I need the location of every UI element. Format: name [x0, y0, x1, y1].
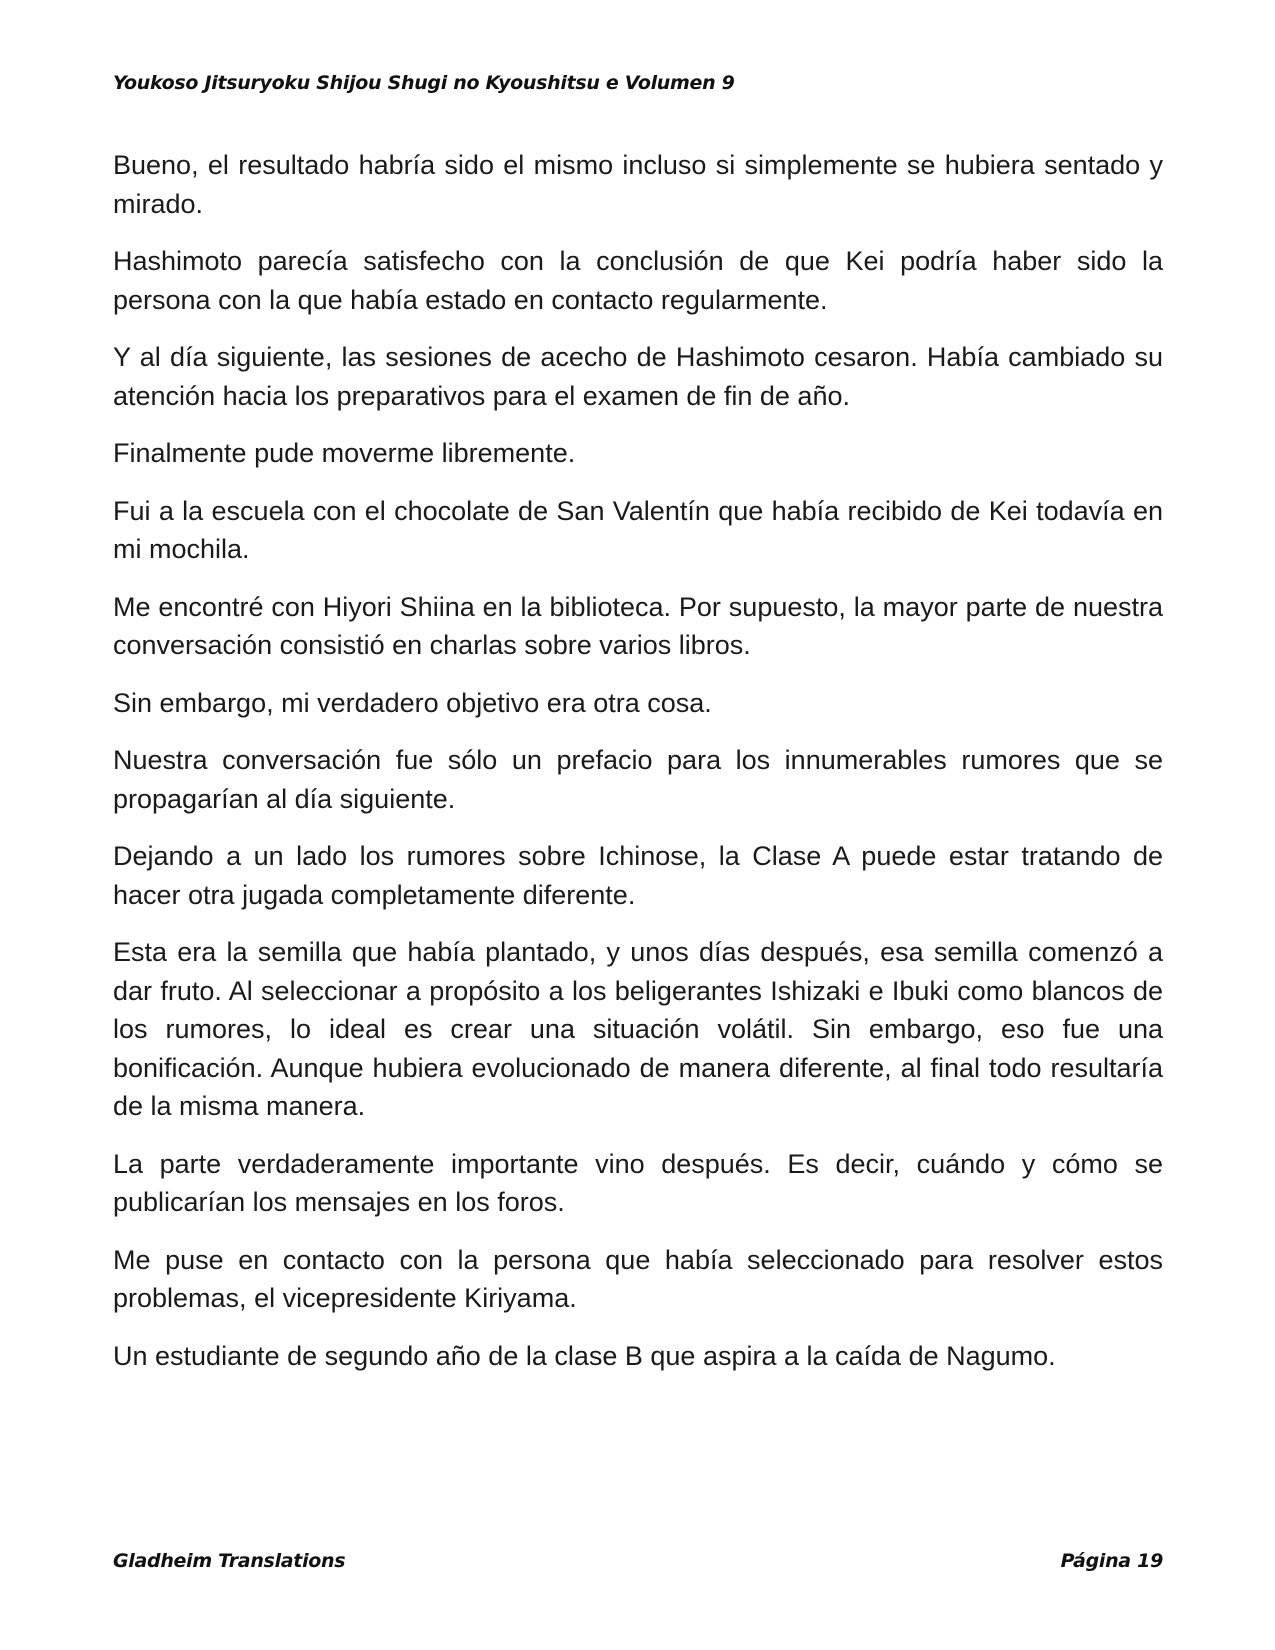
paragraph: La parte verdaderamente importante vino después. Es decir, cuándo y cómo se publicarían los mensajes en los foros.: [113, 1148, 1163, 1217]
page-number: Página 19: [1060, 1550, 1163, 1572]
paragraph: Fui a la escuela con el chocolate de San Valentín que había recibido de Kei todavía en mi mochila.: [113, 495, 1163, 564]
paragraph: Dejando a un lado los rumores sobre Ichinose, la Clase A puede estar tratando de hacer otra jugada completamente diferente.: [113, 841, 1163, 910]
running-footer: [113, 1550, 1163, 1572]
paragraph: Esta era la semilla que había plantado, y unos días después, esa semilla comenzó a dar fruto. Al seleccionar a propósito a los beligerantes Ishizaki e Ibuki como blancos de los rumores, lo ideal es crear una situación volátil. Sin embargo, eso fue una bonificación. Aunque hubiera evolucionado de manera diferente, al final todo resultaría de la misma manera.: [113, 937, 1163, 1121]
paragraph: Nuestra conversación fue sólo un prefacio para los innumerables rumores que se propagarían al día siguiente.: [113, 745, 1163, 814]
footer-translator-credit: Gladheim Translations: [113, 1550, 346, 1572]
body-text: [113, 146, 1163, 1394]
paragraph: Me encontré con Hiyori Shiina en la biblioteca. Por supuesto, la mayor parte de nuestra conversación consistió en charlas sobre varios libros.: [113, 591, 1163, 660]
paragraph: Me puse en contacto con la persona que había seleccionado para resolver estos problemas, el vicepresidente Kiriyama.: [113, 1244, 1163, 1313]
paragraph: Sin embargo, mi verdadero objetivo era otra cosa.: [113, 687, 712, 718]
running-header: Youkoso Jitsuryoku Shijou Shugi no Kyoushitsu e Volumen 9: [113, 72, 735, 94]
paragraph: Y al día siguiente, las sesiones de acecho de Hashimoto cesaron. Había cambiado su atención hacia los preparativos para el examen de fin de año.: [113, 342, 1163, 411]
paragraph: Bueno, el resultado habría sido el mismo incluso si simplemente se hubiera sentado y mirado.: [113, 150, 1163, 219]
paragraph: Un estudiante de segundo año de la clase B que aspira a la caída de Nagumo.: [113, 1340, 1056, 1371]
paragraph: Hashimoto parecía satisfecho con la conclusión de que Kei podría haber sido la persona con la que había estado en contacto regularmente.: [113, 246, 1163, 315]
paragraph: Finalmente pude moverme libremente.: [113, 438, 576, 468]
